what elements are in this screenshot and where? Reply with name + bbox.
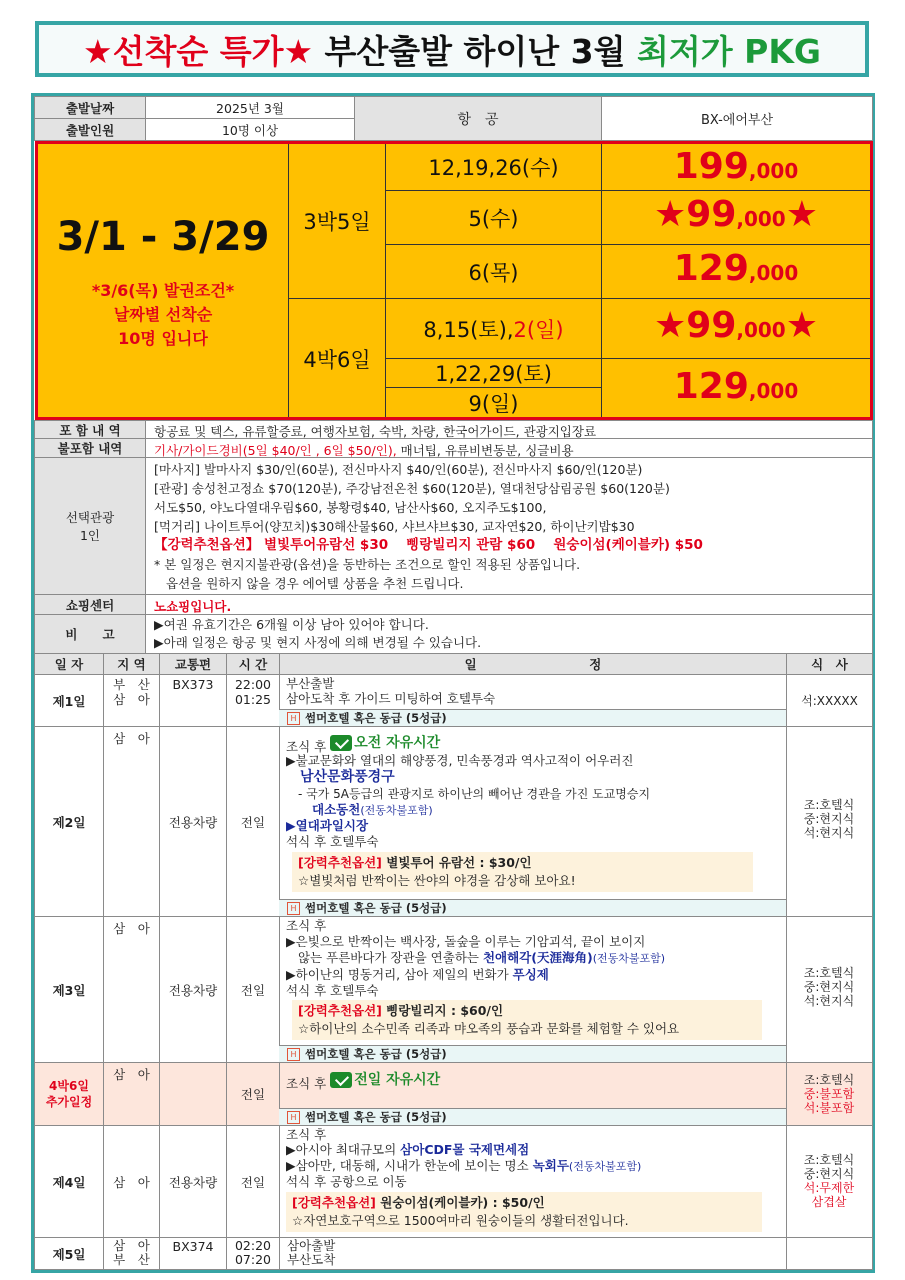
day1-flight: BX373 xyxy=(159,674,227,727)
hotel-icon: H xyxy=(287,1111,300,1124)
depart-date-label: 출발날짜 xyxy=(34,96,146,119)
day5-flight: BX374 xyxy=(159,1237,227,1270)
airline-value: BX-에어부산 xyxy=(601,96,873,141)
day3-l4 xyxy=(286,967,549,983)
day4-region: 삼 아 xyxy=(103,1125,160,1238)
day2-free-text: 오전 자유시간 xyxy=(354,735,441,751)
extra-label-1: 4박6일 xyxy=(49,1079,89,1093)
depart-date: 2025년 3월 xyxy=(145,96,355,119)
excluded-text xyxy=(145,438,873,458)
col-time: 시 간 xyxy=(226,653,280,675)
package-box xyxy=(35,141,873,420)
price-row-5-main: 129 xyxy=(673,366,749,407)
day4-opt-label: [강력추천옵션] xyxy=(292,1195,376,1210)
day3-hotel-text: 썸머호텔 혹은 동급 (5성급) xyxy=(305,1047,447,1061)
day2-region: 삼 아 xyxy=(103,726,160,917)
day4-meal-dinner-2: 삼겹살 xyxy=(811,1195,847,1209)
day2-label: 제2일 xyxy=(34,726,104,917)
day1-time xyxy=(226,674,280,727)
day3-meal-dinner: 석:현지식 xyxy=(803,994,855,1008)
day5-region-from: 삼 아 xyxy=(113,1238,150,1253)
dates-row-4 xyxy=(386,299,601,358)
day3-opt-label: [강력추천옵션] xyxy=(298,1003,382,1018)
star-left-icon: ★ xyxy=(653,194,687,235)
day5-time xyxy=(226,1237,280,1270)
col-itinerary: 일 정 xyxy=(279,653,787,675)
day2-l4b: (전동차불포함) xyxy=(360,804,433,817)
dates-row-6: 9(일) xyxy=(468,391,519,416)
leaf-icon xyxy=(330,1072,352,1088)
day2-l4-line xyxy=(312,802,433,819)
day4-l3a: ▶삼아만, 대동해, 시내가 한눈에 보이는 명소 xyxy=(286,1158,533,1173)
day2-transport: 전용차량 xyxy=(159,726,227,917)
day1-region xyxy=(103,674,160,727)
day2-free-time xyxy=(330,735,440,751)
day4-l3 xyxy=(286,1158,641,1175)
price-row-4-unit: ,000 xyxy=(736,318,786,342)
extra-hotel xyxy=(279,1108,786,1125)
day2-breakfast-line xyxy=(286,735,440,755)
day4-transport: 전용차량 xyxy=(159,1125,227,1238)
day3-meal-breakfast: 조:호텔식 xyxy=(803,966,855,980)
nights-4n6d: 4박6일 xyxy=(303,348,371,372)
extra-time: 전일 xyxy=(226,1062,280,1126)
price-row-2 xyxy=(602,194,870,242)
excluded-rest: 매너팁, 유류비변동분, 싱글비용 xyxy=(396,443,574,458)
day2-option-box xyxy=(292,852,753,892)
price-row-3-main: 129 xyxy=(673,248,749,289)
day4-meal-lunch: 중:현지식 xyxy=(803,1167,855,1181)
extra-breakfast-line xyxy=(286,1072,440,1092)
price-row-5-unit: ,000 xyxy=(748,379,799,403)
price-row-2-main: 99 xyxy=(686,194,737,235)
day1-line2: 삼아도착 후 가이드 미팅하여 호텔투숙 xyxy=(286,691,496,706)
day3-l3c: (전동차불포함) xyxy=(592,952,666,965)
shopping-label: 쇼핑센터 xyxy=(34,594,146,615)
extra-label-2: 추가일정 xyxy=(45,1095,93,1109)
day4-meal xyxy=(786,1153,872,1209)
options-content xyxy=(145,457,873,595)
price-row-5 xyxy=(602,366,870,414)
leaf-icon xyxy=(330,735,352,751)
package-condition: *3/6(목) 발권조건* xyxy=(91,281,235,300)
col-day: 일 자 xyxy=(34,653,104,675)
day4-l3c: (전동차불포함) xyxy=(568,1160,642,1173)
day2-l3: - 국가 5A등급의 관광지로 하이난의 빼어난 경관을 가진 도교명승지 xyxy=(298,787,651,801)
remarks-label: 비 고 xyxy=(34,614,146,654)
day4-l2a: ▶아시아 최대규모의 xyxy=(286,1142,401,1157)
dates-row-1: 12,19,26(수) xyxy=(428,156,559,180)
day2-hotel xyxy=(279,899,786,916)
day5-line1: 삼아출발 xyxy=(287,1238,336,1253)
day2-l1: ▶불교문화와 열대의 해양풍경, 민속풍경과 역사고적이 어우러진 xyxy=(286,753,634,768)
day4-l3b: 녹회두 xyxy=(532,1158,569,1173)
star-right-icon: ★ xyxy=(785,194,819,235)
options-label-2: 1인 xyxy=(79,528,101,543)
title-banner xyxy=(35,21,869,77)
day2-opt-label: [강력추천옵션] xyxy=(298,855,382,870)
day4-l4: 석식 후 공항으로 이동 xyxy=(286,1174,407,1189)
day3-l4b: 푸싱제 xyxy=(512,967,549,982)
price-row-4 xyxy=(602,305,870,353)
nights-3n5d: 3박5일 xyxy=(303,210,371,234)
day3-meal xyxy=(786,966,872,1008)
day1-time-depart: 22:00 xyxy=(234,677,272,692)
day4-label: 제4일 xyxy=(34,1125,104,1238)
star-left-icon: ★ xyxy=(653,305,687,346)
options-label-1: 선택관광 xyxy=(65,510,115,525)
excluded-guide-fee: 기사/가이드경비(5일 $40/인 , 6일 $50/인), xyxy=(154,443,397,458)
star-right-icon: ★ xyxy=(785,305,819,346)
day2-time: 전일 xyxy=(226,726,280,917)
price-row-2-unit: ,000 xyxy=(736,207,786,231)
day5-label: 제5일 xyxy=(34,1237,104,1270)
remarks-line2: ▶아래 일정은 항공 및 현지 사정에 의해 변경될 수 있습니다. xyxy=(154,635,482,650)
day3-l3a: 않는 푸른바다가 장관을 연출하는 xyxy=(298,950,483,965)
day4-option-box xyxy=(286,1192,762,1232)
day5-meal xyxy=(786,1237,873,1270)
day3-time: 전일 xyxy=(226,916,280,1063)
options-recommend: 【강력추천옵션】 별빛투어유람선 $30 삥랑빌리지 관람 $60 원숭이섬(케이블카) $50 xyxy=(154,537,703,553)
day1-time-arrive: 01:25 xyxy=(234,692,272,707)
col-transport: 교통편 xyxy=(159,653,227,675)
day2-l2: 남산문화풍경구 xyxy=(300,769,395,785)
day1-region-from: 부 산 xyxy=(113,677,150,692)
dates-row-2: 5(수) xyxy=(468,206,519,231)
day2-opt-desc: ☆별빛처럼 반짝이는 싼야의 야경을 감상해 보아요! xyxy=(298,873,576,888)
price-row-3 xyxy=(602,248,870,296)
day3-opt-desc: ☆하이난의 소수민족 리족과 먀오족의 풍습과 문화를 체험할 수 있어요 xyxy=(298,1021,680,1036)
day3-opt-text: 삥랑빌리지 : $60/인 xyxy=(381,1003,504,1018)
remarks-content xyxy=(145,614,873,654)
price-row-1-unit: ,000 xyxy=(748,159,799,183)
extra-meal xyxy=(786,1073,872,1115)
shopping-text: 노쇼핑입니다. xyxy=(145,594,873,615)
day2-l6: 석식 후 호텔투숙 xyxy=(286,834,379,849)
price-row-4-main: 99 xyxy=(686,305,737,346)
included-label: 포 함 내 역 xyxy=(34,420,146,439)
banner-route: 부산출발 하이난 3월 xyxy=(324,31,626,71)
day3-label: 제3일 xyxy=(34,916,104,1063)
day2-breakfast: 조식 후 xyxy=(286,739,331,754)
day5-line2: 부산도착 xyxy=(287,1252,336,1267)
extra-label xyxy=(34,1062,104,1126)
day5-region xyxy=(103,1237,160,1270)
day2-hotel-text: 썸머호텔 혹은 동급 (5성급) xyxy=(305,901,447,915)
hotel-icon: H xyxy=(287,1048,300,1061)
day5-time-arrive: 07:20 xyxy=(234,1252,272,1267)
options-label xyxy=(34,457,146,595)
day5-region-to: 부 산 xyxy=(113,1252,150,1267)
day3-transport: 전용차량 xyxy=(159,916,227,1063)
day2-opt-text: 별빛투어 유람선 : $30/인 xyxy=(381,855,532,870)
day1-meal: 석:XXXXX xyxy=(786,674,873,727)
day1-hotel-text: 썸머호텔 혹은 동급 (5성급) xyxy=(305,711,447,725)
options-tour: [관광] 송성천고정쇼 $70(120분), 주강남전온천 $60(120분), 열대천당삼림공원 $60(120분) xyxy=(154,481,670,496)
day4-l1: 조식 후 xyxy=(286,1127,327,1142)
dates-row-5: 1,22,29(토) xyxy=(435,362,552,386)
extra-meal-dinner: 석:불포함 xyxy=(803,1101,855,1115)
day3-l1: 조식 후 xyxy=(286,918,327,933)
day4-meal-breakfast: 조:호텔식 xyxy=(803,1153,855,1167)
day5-time-depart: 02:20 xyxy=(234,1238,272,1253)
col-region: 지 역 xyxy=(103,653,160,675)
day2-meal-dinner: 석:현지식 xyxy=(803,826,855,840)
day4-l2 xyxy=(286,1142,529,1158)
banner-promo: ★선착순 특가★ xyxy=(83,31,314,71)
hotel-icon: H xyxy=(287,712,300,725)
extra-region: 삼 아 xyxy=(103,1062,160,1126)
remarks-line1: ▶여권 유효기간은 6개월 이상 남아 있어야 합니다. xyxy=(154,617,429,632)
day3-l3b: 천애해각(天涯海角) xyxy=(482,950,593,965)
day2-meal xyxy=(786,798,872,840)
excluded-label: 불포함 내역 xyxy=(34,438,146,458)
day4-time: 전일 xyxy=(226,1125,280,1238)
options-food: [먹거리] 나이트투어(양꼬치)$30해산물$60, 샤브샤브$30, 교자연$20, 하이난키밥$30 xyxy=(154,519,635,534)
extra-meal-breakfast: 조:호텔식 xyxy=(803,1073,855,1087)
options-note2: 옵션을 원하지 않을 경우 에어텔 상품을 추천 드립니다. xyxy=(166,576,464,591)
price-row-1 xyxy=(602,146,870,190)
day3-l3 xyxy=(298,950,665,967)
day2-meal-breakfast: 조:호텔식 xyxy=(803,798,855,812)
day4-opt-desc: ☆자연보호구역으로 1500여마리 원숭이들의 생활터전입니다. xyxy=(292,1213,629,1228)
day1-region-to: 삼 아 xyxy=(113,692,150,707)
price-row-3-unit: ,000 xyxy=(748,261,799,285)
package-note2: 10명 입니다 xyxy=(118,329,208,348)
day3-l5: 석식 후 호텔투숙 xyxy=(286,983,379,998)
day1-text xyxy=(286,676,495,706)
extra-free-text: 전일 자유시간 xyxy=(354,1072,441,1088)
extra-breakfast: 조식 후 xyxy=(286,1076,331,1091)
day3-option-box xyxy=(292,1000,762,1040)
extra-transport xyxy=(159,1062,227,1126)
people-label: 출발인원 xyxy=(34,118,146,141)
dates-row-3: 6(목) xyxy=(468,260,519,285)
dates-row-4-sat: 8,15(토), xyxy=(423,317,514,342)
day4-opt-text: 원숭이섬(케이블카) : $50/인 xyxy=(375,1195,545,1210)
dates-row-4-sun: 2(일) xyxy=(513,317,564,342)
day1-line1: 부산출발 xyxy=(286,676,335,691)
price-row-1-main: 199 xyxy=(673,146,749,187)
day2-meal-lunch: 중:현지식 xyxy=(803,812,855,826)
day3-region: 삼 아 xyxy=(103,916,160,1063)
day3-meal-lunch: 중:현지식 xyxy=(803,980,855,994)
day3-l2: ▶은빛으로 반짝이는 백사장, 돌숲을 이루는 기암괴석, 끝이 보이지 xyxy=(286,934,646,949)
included-text: 항공료 및 텍스, 유류할증료, 여행자보험, 숙박, 차량, 한국어가이드, 관광지입장료 xyxy=(145,420,873,439)
extra-hotel-text: 썸머호텔 혹은 동급 (5성급) xyxy=(305,1110,447,1124)
airline-label: 항 공 xyxy=(354,96,602,141)
options-note1: * 본 일정은 현지지불관광(옵션)을 동반하는 조건으로 할인 적용된 상품입니다. xyxy=(154,557,581,572)
package-note1: 날짜별 선착순 xyxy=(113,305,213,324)
day1-hotel xyxy=(279,709,786,726)
extra-free-time xyxy=(330,1072,440,1088)
banner-pkg: 최저가 PKG xyxy=(637,31,821,71)
day3-hotel xyxy=(279,1045,786,1062)
hotel-icon: H xyxy=(287,902,300,915)
day4-l2b: 삼아CDF몰 국제면세점 xyxy=(400,1142,530,1157)
extra-meal-lunch: 중:불포함 xyxy=(803,1087,855,1101)
package-period: 3/1 - 3/29 xyxy=(56,214,270,260)
col-meal: 식 사 xyxy=(786,653,873,675)
day3-l4a: ▶하이난의 명동거리, 삼아 제일의 번화가 xyxy=(286,967,513,982)
day4-meal-dinner: 석:무제한 xyxy=(803,1181,855,1195)
options-tour2: 서도$50, 야노다열대우림$60, 봉황령$40, 남산사$60, 오지주도$100, xyxy=(154,500,547,515)
day1-label: 제1일 xyxy=(34,674,104,727)
people-count: 10명 이상 xyxy=(145,118,355,141)
options-massage: [마사지] 발마사지 $30/인(60분), 전신마사지 $40/인(60분), 전신마사지 $60/인(120분) xyxy=(154,462,643,477)
day5-itinerary xyxy=(279,1237,787,1270)
day2-l4: 대소동천 xyxy=(312,802,361,817)
day2-l5: ▶열대과일시장 xyxy=(286,818,369,833)
